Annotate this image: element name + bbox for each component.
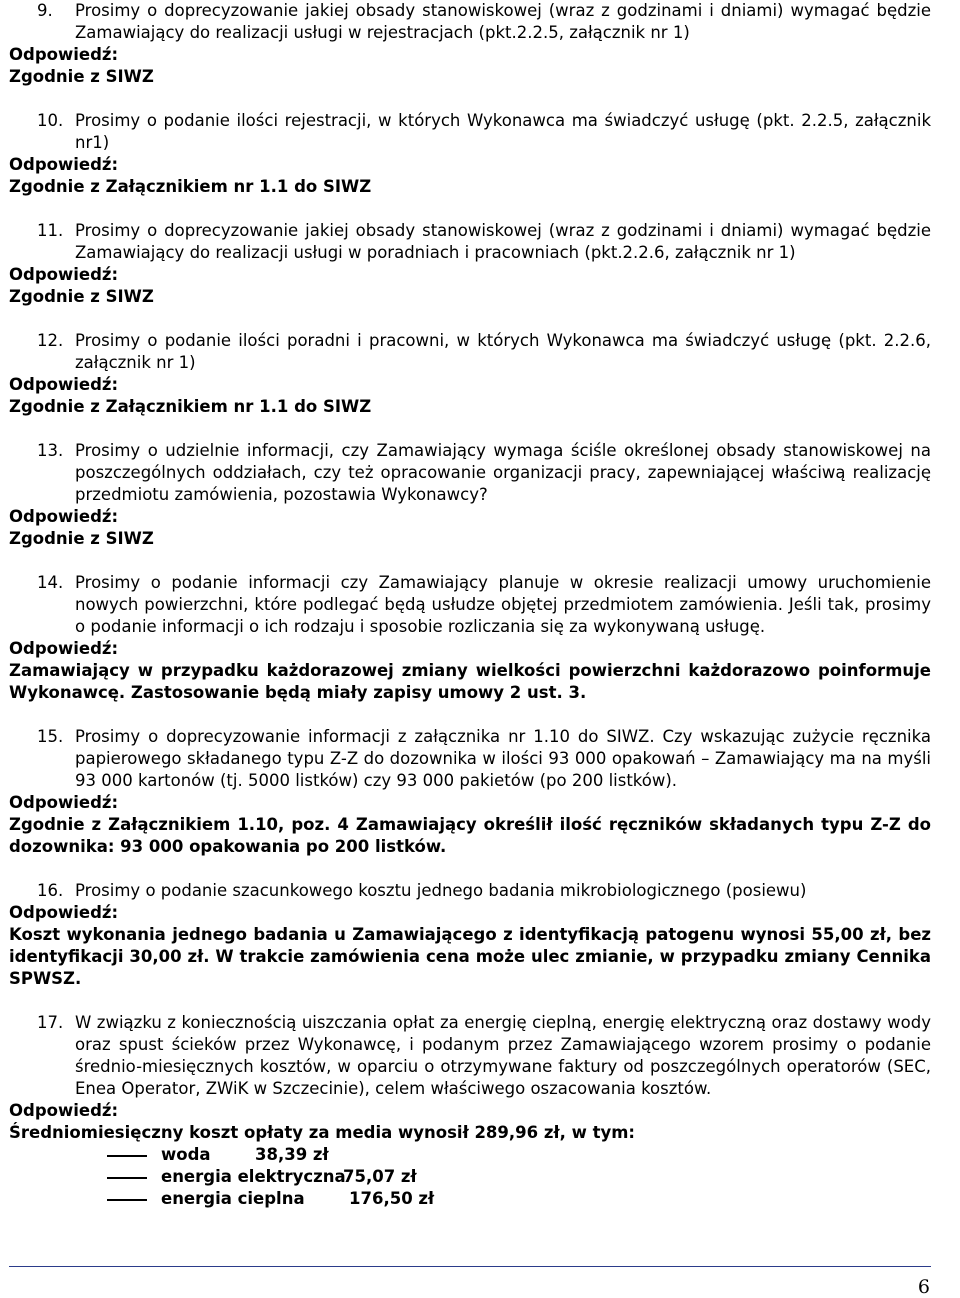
answer-label: Odpowiedź: [9, 375, 119, 394]
question-9 [9, 0, 931, 44]
question-15 [9, 726, 931, 792]
answer-label: Odpowiedź: [9, 507, 119, 526]
answer-label: Odpowiedź: [9, 903, 119, 922]
question-text: Prosimy o doprecyzowanie informacji z załącznika nr 1.10 do SIWZ. Czy wskazując zużycie ręcznika papierowego składanego typu Z-Z do dozownika w ilości 93 000 opakowań – Zamawiający ma na myśli 93 000 kartonów (tj. 5000 listków) czy 93 000 pakietów (po 200 listków). [75, 727, 931, 790]
cost-value: 176,50 zł [349, 1189, 435, 1208]
page-number: 6 [917, 1276, 930, 1298]
answer-label: Odpowiedź: [9, 793, 119, 812]
question-number: 17. [37, 1013, 64, 1032]
footer-rule [9, 1266, 931, 1267]
question-text: Prosimy o udzielnie informacji, czy Zamawiający wymaga ściśle określonej obsady stanowiskowej na poszczególnych oddziałach, czy też opracowanie organizacji pracy, zapewniającej właściwą realizację przedmiotu zamówienia, pozostawia Wykonawcy? [75, 441, 931, 504]
dash-bullet [107, 1199, 147, 1201]
cost-name: woda [161, 1145, 211, 1164]
question-text: W związku z koniecznością uiszczania opłat za energię cieplną, energię elektryczną oraz dostawy wody oraz spust ścieków przez Wykonawcę, i podanym przez Zamawiającego wzorem prosimy o podanie średnio-miesięcznych kosztów, w oparciu o otrzymywane faktury od poszczególnych operatorów (SEC, Enea Operator, ZWiK w Szczecinie), celem właściwego oszacowania kosztów. [75, 1013, 931, 1098]
question-text: Prosimy o doprecyzowanie jakiej obsady stanowiskowej (wraz z godzinami i dniami) wymagać będzie Zamawiający do realizacji usługi w poradniach i pracowniach (pkt.2.2.6, załącznik nr 1) [75, 221, 931, 262]
cost-name: energia elektryczna [161, 1167, 346, 1186]
cost-item [109, 1188, 931, 1210]
answer-text: Zamawiający w przypadku każdorazowej zmiany wielkości powierzchni każdorazowo poinformuje Wykonawcę. Zastosowanie będą miały zapisy umowy 2 ust. 3. [9, 661, 931, 702]
answer-text: Średniomiesięczny koszt opłaty za media wynosił 289,96 zł, w tym: [9, 1123, 636, 1142]
answer-text: Koszt wykonania jednego badania u Zamawiającego z identyfikacją patogenu wynosi 55,00 zł, bez identyfikacji 30,00 zł. W trakcie zamówienia cena może ulec zmianie, w przypadku zmiany Cennika SPWSZ. [9, 925, 931, 988]
answer-text: Zgodnie z Załącznikiem 1.10, poz. 4 Zamawiający określił ilość ręczników składanych typu Z-Z do dozownika: 93 000 opakowania po 200 listków. [9, 815, 931, 856]
question-10 [9, 110, 931, 154]
answer-text: Zgodnie z SIWZ [9, 287, 154, 306]
cost-value: 75,07 zł [343, 1167, 417, 1186]
question-text: Prosimy o podanie informacji czy Zamawiający planuje w okresie realizacji umowy uruchomienie nowych powierzchni, które podlegać będą usłudze objętej przedmiotem zamówienia. Jeśli tak, prosimy o podanie informacji o ich rodzaju i sposobie rozliczania się za wykonywaną usługę. [75, 573, 931, 636]
answer-text: Zgodnie z Załącznikiem nr 1.1 do SIWZ [9, 397, 372, 416]
answer-label: Odpowiedź: [9, 1101, 119, 1120]
question-14 [9, 572, 931, 638]
question-number: 13. [37, 441, 64, 460]
answer-text: Zgodnie z SIWZ [9, 529, 154, 548]
answer-text: Zgodnie z SIWZ [9, 67, 154, 86]
cost-list [9, 1144, 931, 1210]
document-page [9, 0, 931, 1210]
cost-item [109, 1166, 931, 1188]
question-text: Prosimy o doprecyzowanie jakiej obsady stanowiskowej (wraz z godzinami i dniami) wymagać będzie Zamawiający do realizacji usługi w rejestracjach (pkt.2.2.5, załącznik nr 1) [75, 1, 931, 42]
answer-label: Odpowiedź: [9, 265, 119, 284]
answer-text: Zgodnie z Załącznikiem nr 1.1 do SIWZ [9, 177, 372, 196]
question-16 [9, 880, 931, 902]
cost-value: 38,39 zł [255, 1145, 329, 1164]
question-number: 9. [37, 1, 53, 20]
question-number: 16. [37, 881, 64, 900]
cost-item [109, 1144, 931, 1166]
question-13 [9, 440, 931, 506]
question-11 [9, 220, 931, 264]
answer-label: Odpowiedź: [9, 155, 119, 174]
question-text: Prosimy o podanie ilości poradni i pracowni, w których Wykonawca ma świadczyć usługę (pkt. 2.2.6, załącznik nr 1) [75, 331, 931, 372]
question-12 [9, 330, 931, 374]
question-number: 10. [37, 111, 64, 130]
question-number: 11. [37, 221, 64, 240]
cost-name: energia cieplna [161, 1189, 305, 1208]
question-text: Prosimy o podanie szacunkowego kosztu jednego badania mikrobiologicznego (posiewu) [75, 881, 807, 900]
question-text: Prosimy o podanie ilości rejestracji, w których Wykonawca ma świadczyć usługę (pkt. 2.2.5, załącznik nr1) [75, 111, 931, 152]
dash-bullet [107, 1177, 147, 1179]
question-number: 14. [37, 573, 64, 592]
answer-label: Odpowiedź: [9, 45, 119, 64]
question-17 [9, 1012, 931, 1100]
question-number: 12. [37, 331, 64, 350]
answer-label: Odpowiedź: [9, 639, 119, 658]
dash-bullet [107, 1155, 147, 1157]
question-number: 15. [37, 727, 64, 746]
